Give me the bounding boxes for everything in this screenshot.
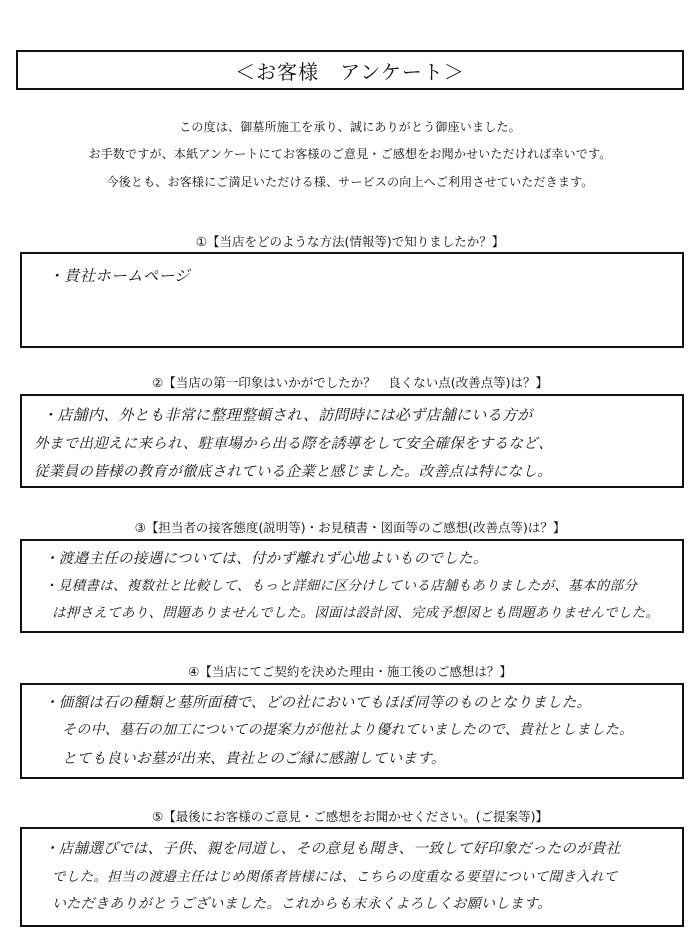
answer-4-line-3: とても良いお墓が出来、貴社とのご縁に感謝しています。 bbox=[62, 751, 446, 767]
answer-box-1 bbox=[20, 252, 684, 348]
question-4-label: ④【当店にてご契約を決めた理由・施工後のご感想は？】 bbox=[188, 664, 512, 679]
answer-box-2 bbox=[20, 394, 684, 488]
question-2-label: ②【当店の第一印象はいかがでしたか？ 良くない点(改善点等)は？】 bbox=[152, 375, 548, 390]
answer-3-line-2: ・見積書は、複数社と比較して、もっと詳細に区分けしている店舗もありましたが、基本的部分 bbox=[44, 578, 638, 594]
answer-box-4 bbox=[20, 683, 684, 779]
page-title: ＜お客様 アンケート＞ bbox=[235, 59, 465, 84]
answer-5-line-1: ・店舗選びでは、子供、親を同道し、その意見も聞き、一致して好印象だったのが貴社 bbox=[44, 841, 621, 857]
question-3-label: ③【担当者の接客態度(説明等)・お見積書・図面等のご感想(改善点等)は？】 bbox=[134, 520, 566, 535]
answer-3-line-3: は押さえてあり、問題ありませんでした。図面は設計図、完成予想図とも問題ありませんでした。 bbox=[52, 605, 660, 621]
question-5-label: ⑤【最後にお客様のご意見・ご感想をお聞かせください。(ご提案等)】 bbox=[152, 809, 548, 824]
intro-line-1: この度は、御墓所施工を承り、誠にありがとう御座いました。 bbox=[179, 120, 521, 134]
answer-5-line-2: でした。担当の渡邉主任はじめ関係者皆様には、こちらの度重なる要望について聞き入れて bbox=[52, 869, 618, 885]
answer-1-line-1: ・貴社ホームページ bbox=[48, 267, 190, 285]
answer-box-5 bbox=[20, 827, 684, 927]
answer-2-line-2: 外まで出迎えに来られ、駐車場から出る際を誘導をして安全確保をするなど、 bbox=[34, 436, 553, 452]
answer-2-line-1: ・店舗内、外とも非常に整理整頓され、訪問時には必ず店舗にいる方が bbox=[42, 406, 533, 424]
question-1-label: ①【当店をどのような方法(情報等)で知りましたか？】 bbox=[195, 234, 505, 249]
intro-line-3: 今後とも、お客様にご満足いただける様、サービスの向上へご利用させていただきます。 bbox=[106, 175, 594, 189]
intro-line-2: お手数ですが、本紙アンケートにてお客様のご意見・ご感想をお聞かせいただければ幸いです。 bbox=[88, 147, 612, 161]
answer-4-line-1: ・価額は石の種類と墓所面積で、どの社においてもほぼ同等のものとなりました。 bbox=[44, 695, 592, 711]
answer-box-3 bbox=[20, 539, 684, 633]
answer-3-line-1: ・渡邉主任の接遇については、付かず離れず心地よいものでした。 bbox=[44, 551, 488, 567]
answer-5-line-3: いただきありがとうございました。これからも末永くよろしくお願いします。 bbox=[52, 896, 552, 912]
survey-title-box bbox=[16, 50, 684, 90]
answer-4-line-2: その中、墓石の加工についての提案力が他社より優れていましたので、貴社としました。 bbox=[62, 722, 634, 738]
answer-2-line-3: 従業員の皆様の教育が徹底されている企業と感じました。改善点は特になし。 bbox=[34, 464, 552, 480]
